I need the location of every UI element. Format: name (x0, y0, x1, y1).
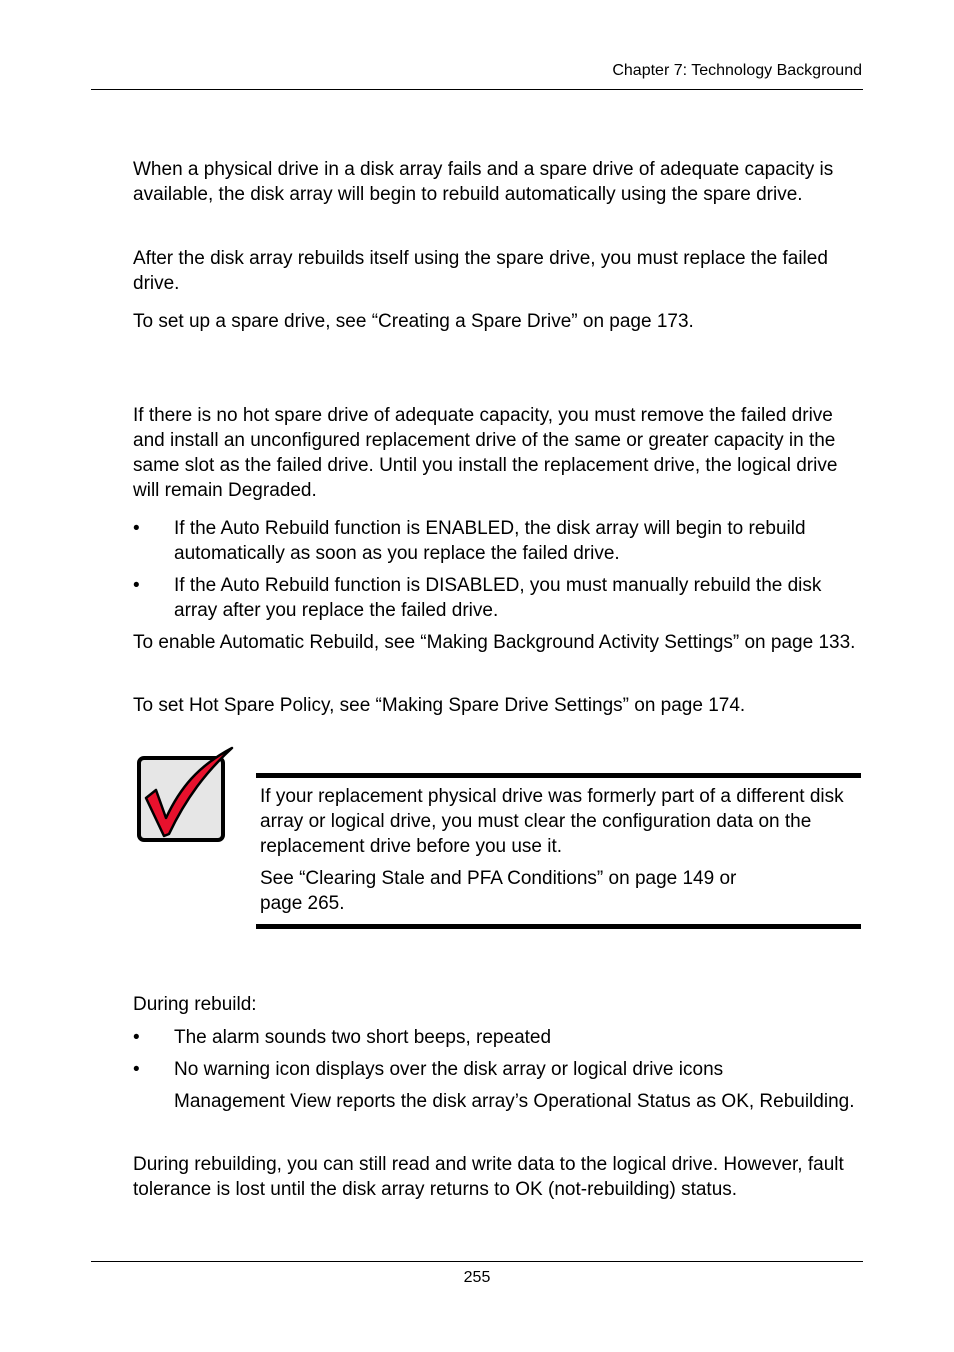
section1-paragraph-3: To set up a spare drive, see “Creating a Spare Drive” on page 173. (133, 311, 694, 332)
section1-paragraph-2: After the disk array rebuilds itself using the spare drive, you must replace the failed drive. (133, 248, 828, 294)
section3-sub-paragraph: Management View reports the disk array’s Operational Status as OK, Rebuilding. (174, 1091, 855, 1112)
section3-intro: During rebuild: (133, 994, 257, 1015)
note-bottom-rule (256, 924, 861, 929)
chapter-title: Chapter 7: Technology Background (612, 62, 862, 79)
section2-paragraph-1: If there is no hot spare drive of adequate capacity, you must remove the failed drive and install an unconfigured replacement drive of the same or greater capacity in the same slot as the failed drive. Until you install the replacement drive, the logical drive will remain Degraded. (133, 405, 838, 501)
note-paragraph-2-line-2: page 265. (260, 893, 345, 914)
section2-paragraph-3: To set Hot Spare Policy, see “Making Spare Drive Settings” on page 174. (133, 695, 746, 716)
bullet-marker: • (133, 1027, 140, 1048)
bullet-marker: • (133, 1059, 140, 1080)
note-top-rule (256, 773, 861, 778)
page-number: 255 (463, 1269, 491, 1286)
section1-paragraph-1: When a physical drive in a disk array fails and a spare drive of adequate capacity is available, the disk array will begin to rebuild automatically using the spare drive. (133, 159, 834, 205)
list-item-text: The alarm sounds two short beeps, repeated (174, 1027, 552, 1048)
section2-paragraph-2: To enable Automatic Rebuild, see “Making Background Activity Settings” on page 133. (133, 632, 856, 653)
list-item-text: If the Auto Rebuild function is ENABLED, the disk array will begin to rebuild automatically as soon as you replace the failed drive. (174, 518, 806, 564)
bullet-marker: • (133, 575, 140, 596)
list-item-text: If the Auto Rebuild function is DISABLED, you must manually rebuild the disk array after you replace the failed drive. (174, 575, 822, 621)
note-paragraph-1: If your replacement physical drive was formerly part of a different disk array or logical drive, you must clear the configuration data on the replacement drive before you use it. (260, 786, 844, 857)
note-paragraph-2 (260, 866, 860, 916)
bullet-marker: • (133, 518, 140, 539)
note-paragraph-2-line-1: See “Clearing Stale and PFA Conditions” on page 149 or (260, 868, 737, 889)
checkmark-icon (136, 746, 236, 846)
header-rule (91, 89, 863, 90)
list-item-text: No warning icon displays over the disk array or logical drive icons (174, 1059, 724, 1080)
footer-rule (91, 1261, 863, 1262)
section3-closing-paragraph: During rebuilding, you can still read and write data to the logical drive. However, fault tolerance is lost until the disk array returns to OK (not-rebuilding) status. (133, 1154, 844, 1200)
